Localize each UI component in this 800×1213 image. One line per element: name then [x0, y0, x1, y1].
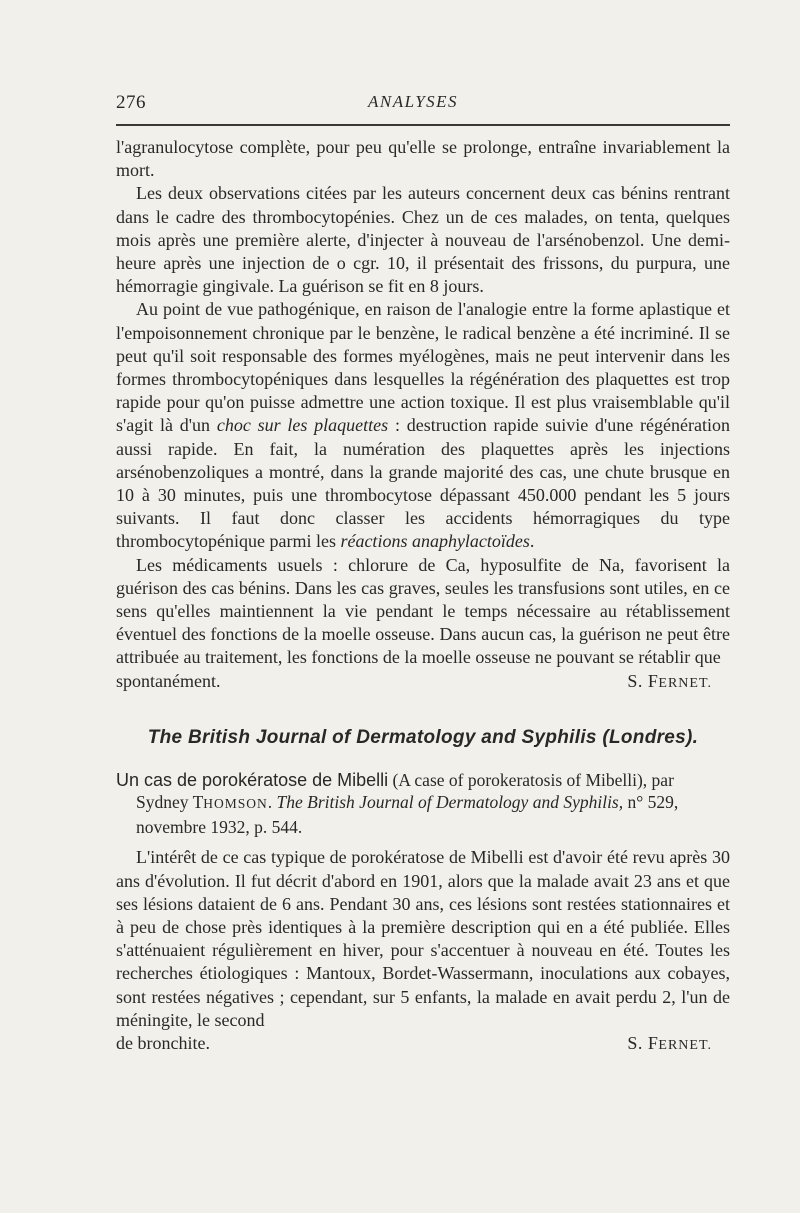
- signature-surname: ERNET.: [658, 675, 712, 691]
- section2-last-line: de bronchite.: [116, 1033, 210, 1053]
- p3-text-end: .: [529, 531, 535, 552]
- section1-paragraph-2: Les deux observations citées par les auteurs concernent deux cas bénins rentrant dans le cadre des thrombocytopénies. Chez un de ces malades, on tenta, quelques mois après une première alerte, d'injecter à nouveau de l'arsénobenzol. Une demi-heure après une injection de o cgr. 10, il présentait des frissons, du purpura, une hémorragie gingivale. La guérison se fit en 8 jours.: [116, 183, 730, 297]
- section1-paragraph-4: Les médicaments usuels : chlorure de Ca, hyposulfite de Na, favorisent la guérison des cas bénins. Dans les cas graves, seules les transfusions sont utiles, en ce sens qu'elles maintiennent la vie pendant le temps nécessaire au rétablissement éventuel des fonctions de la moelle osseuse. Dans aucun cas, la guérison ne peut être attribuée au traitement, les fonctions de la moelle osseuse ne pouvant se rétablir que: [116, 554, 730, 668]
- page-content: [116, 136, 730, 1057]
- p3-text-b: : destruction rapide suivie d'une régénération aussi rapide. En fait, la numération des plaquettes après les injections arsénobenzoliques a montré, dans la grande majorité des cas, une chute brusque en 10 à 30 minutes, puis une thrombocytose dépassant 450.000 pendant les 5 jours suivants. Il faut donc classer les accidents hémorragiques du type thrombocytopénique parmi les: [116, 415, 730, 552]
- p3-italic-choc: choc sur les plaquettes: [216, 415, 389, 436]
- section1-signature-row: [116, 670, 730, 695]
- section1-paragraph-3: [116, 298, 730, 553]
- signature-surname: ERNET.: [658, 1038, 712, 1053]
- p3-text-a: Au point de vue pathogénique, en raison de l'analogie entre la forme aplastique et l'empoisonnement chronique par le benzène, le radical benzène a été incriminé. Il se peut qu'il soit responsable des formes myélogènes, mais ne peut intervenir dans les formes thrombocytopéniques dans lesquelles la régénération des plaquettes est trop rapide pour qu'on puisse admettre une action toxique. Il est plus vraisemblable qu'il s'agit là d'un: [116, 299, 730, 436]
- page-number: 276: [116, 92, 146, 113]
- title-after-author: .: [267, 792, 277, 813]
- section1-paragraph-1: l'agranulocytose complète, pour peu qu'elle se prolonge, entraîne invariablement la mort.: [116, 137, 730, 181]
- signature-initial: S. F: [627, 670, 659, 691]
- section1-last-line: spontanément.: [116, 670, 221, 691]
- journal-heading: The British Journal of Dermatology and Syphilis (Londres).: [147, 726, 699, 748]
- article-title-paren: (A case of porokeratosis of Mibelli), par Sydney: [136, 769, 674, 813]
- signature-initial: S. F: [627, 1033, 659, 1053]
- citation: n° 529, novembre 1932, p. 544.: [136, 792, 679, 837]
- running-head: ANALYSES: [368, 92, 459, 111]
- p3-italic-reactions: réactions anaphylactoïdes: [340, 531, 530, 552]
- spacer: [116, 838, 730, 846]
- article-title-main: Un cas de porokératose de Mibelli: [116, 769, 389, 790]
- page-header: [116, 92, 730, 118]
- author-initial: T: [192, 792, 204, 813]
- header-rule: [116, 124, 730, 126]
- section2-signature: [627, 1032, 712, 1057]
- section2-paragraph-1: L'intérêt de ce cas typique de porokératose de Mibelli est d'avoir été revu après 30 ans d'évolution. Il fut décrit d'abord en 1901, alors que la malade avait 23 ans et que ses lésions dataient de 6 ans. Pendant 30 ans, ces lésions sont restées stationnaires et à peu de chose près identiques à la première description qui en a été publiée. Elles s'atténuaient régulièrement en hiver, pour s'accentuer à nouveau en été. Toutes les recherches étiologiques : Mantoux, Bordet-Wassermann, inoculations aux cobayes, sont restées négatives ; cependant, sur 5 enfants, la malade en avait perdu 2, l'un de méningite, le second: [116, 847, 730, 1030]
- journal-name-italic: The British Journal of Dermatology and Syphilis,: [276, 792, 624, 813]
- section1-signature: [627, 670, 712, 695]
- section2-signature-row: [116, 1032, 730, 1057]
- author-surname: HOMSON: [203, 796, 268, 812]
- article-title: [116, 769, 730, 839]
